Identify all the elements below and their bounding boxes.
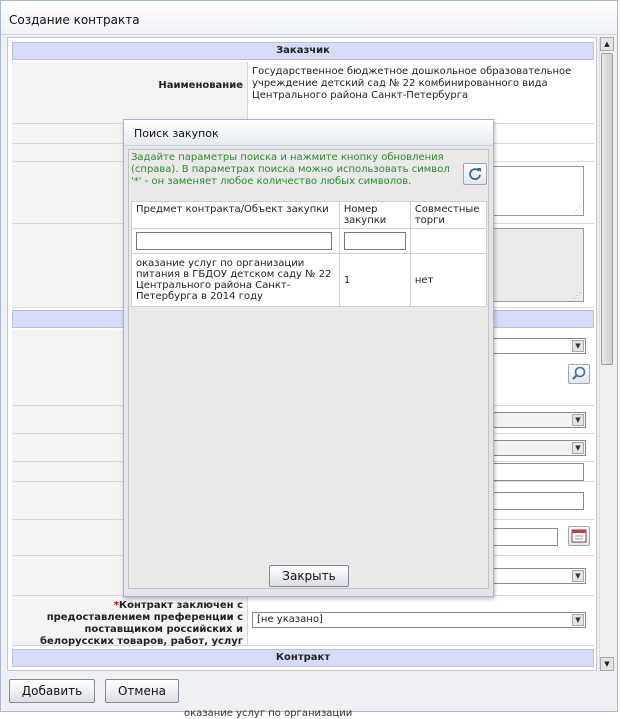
refresh-icon	[464, 164, 486, 184]
preference-label: *Контракт заключен с предоставлением преференции с поставщиком российских и белорусских товаров, работ, услуг	[12, 596, 248, 645]
contract-section-header: Контракт	[12, 649, 594, 667]
row-joint: нет	[410, 254, 486, 307]
number-filter-cell	[339, 229, 410, 254]
close-button[interactable]: Закрыть	[269, 565, 349, 587]
chevron-down-icon: ▼	[572, 442, 584, 454]
window-title: Создание контракта	[1, 1, 617, 35]
row-subject: оказание услуг по организации питания в ГБДОУ детском саду № 22 Центрального района Санкт-Петербурга в 2014 году	[132, 254, 340, 307]
scrollbar-thumb[interactable]	[601, 53, 613, 365]
preference-row	[12, 596, 594, 646]
customer-name-row	[12, 62, 594, 124]
chevron-down-icon[interactable]: ▼	[572, 340, 584, 352]
row-number: 1	[339, 254, 410, 307]
number-filter-input[interactable]	[344, 232, 406, 250]
grid-filter-row	[132, 229, 487, 254]
customer-name-value: Государственное бюджетное дошкольное образовательное учреждение детский сад № 22 комбинированного вида Центрального района Санкт-Петербурга	[252, 66, 572, 101]
subject-filter-input[interactable]	[136, 232, 332, 250]
add-button[interactable]: Добавить	[9, 679, 95, 703]
vertical-scrollbar[interactable]	[599, 37, 613, 671]
chevron-down-icon[interactable]: ▼	[572, 614, 584, 626]
refresh-button[interactable]	[463, 163, 487, 185]
resize-grip-icon[interactable]: ⋰	[573, 205, 581, 214]
scroll-up-icon[interactable]: ▲	[600, 37, 614, 51]
background-row-text: оказание услуг по организации	[184, 708, 353, 719]
chevron-down-icon: ▼	[572, 414, 584, 426]
col-subject-header: Предмет контракта/Объект закупки	[132, 202, 340, 229]
preference-select-value: [не указано]	[257, 614, 323, 625]
subject-filter-cell	[132, 229, 340, 254]
customer-name-label: Наименование	[12, 62, 248, 123]
dialog-body	[128, 149, 489, 589]
calendar-button[interactable]	[568, 526, 590, 546]
customer-section-header: Заказчик	[12, 42, 594, 60]
cancel-button[interactable]: Отмена	[105, 679, 179, 703]
search-hint: Задайте параметры поиска и нажмите кнопку обновления (справа). В параметрах поиска можно использовать символ '*' - он заменяет любое количество любых символов.	[131, 152, 450, 187]
purchase-grid	[131, 201, 487, 307]
chevron-down-icon[interactable]: ▼	[572, 570, 584, 582]
search-button[interactable]	[568, 364, 590, 384]
resize-grip-icon: ⋰	[573, 291, 581, 300]
calendar-icon	[569, 527, 589, 545]
dialog-title: Поиск закупок	[124, 120, 493, 146]
purchase-search-dialog	[123, 119, 494, 597]
scroll-down-icon[interactable]: ▼	[600, 657, 614, 671]
col-joint-header: Совместные торги	[410, 202, 486, 229]
table-row[interactable]	[132, 254, 487, 307]
grid-header-row	[132, 202, 487, 229]
joint-filter-cell	[410, 229, 486, 254]
search-icon	[569, 365, 589, 383]
col-number-header: Номер закупки	[339, 202, 410, 229]
preference-select[interactable]	[252, 612, 586, 628]
